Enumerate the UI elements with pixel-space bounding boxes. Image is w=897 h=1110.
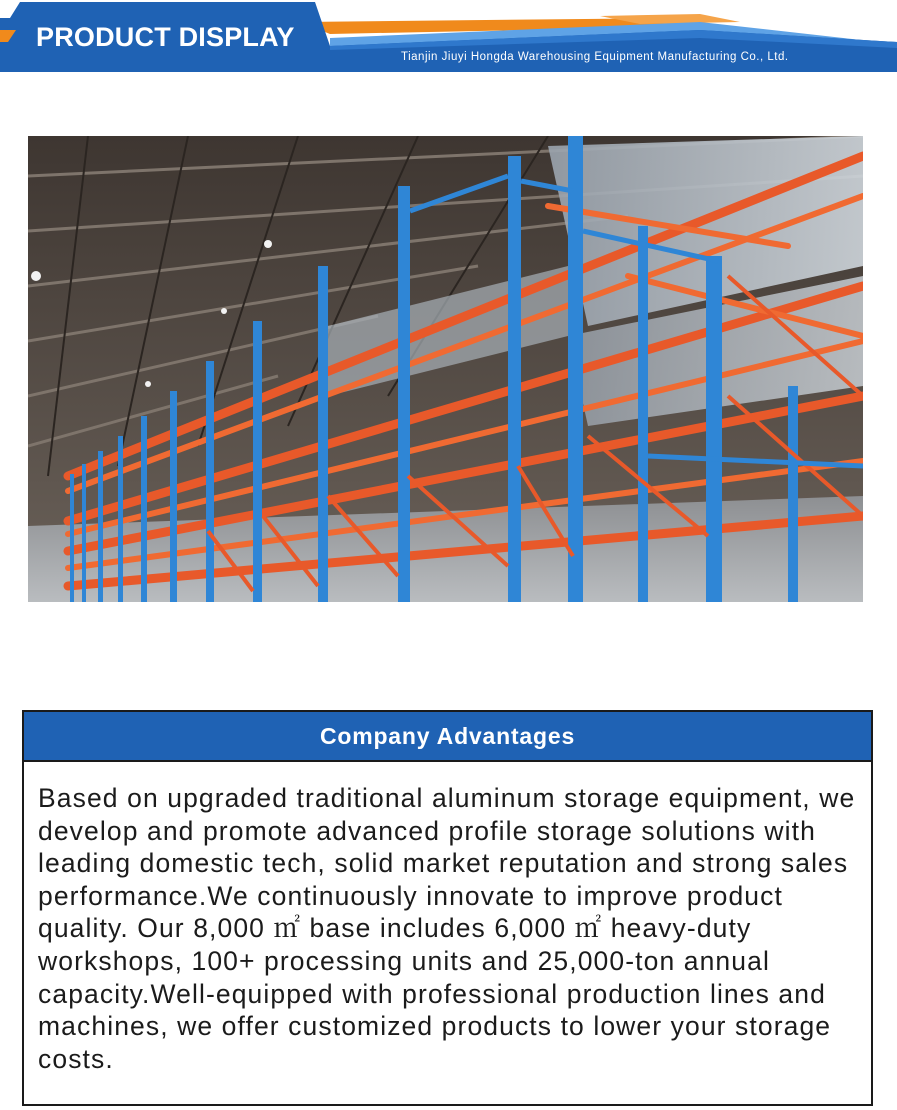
panel-title: Company Advantages bbox=[319, 722, 576, 749]
panel-header bbox=[24, 712, 871, 762]
panel-body bbox=[24, 762, 871, 1075]
company-advantages-panel bbox=[22, 710, 873, 1106]
header-banner bbox=[0, 0, 897, 72]
page-title: PRODUCT DISPLAY bbox=[36, 22, 295, 52]
advantages-text: Based on upgraded traditional aluminum storage equipment, we develop and promote advanced profile storage solutions with leading domestic tech, solid market reputation and strong sales performance.We continuously innovate to improve product quality. Our 8,000 ㎡ base includes 6,000 ㎡ heavy-duty workshops, 100+ processing units and 25,000-ton annual capacity.Well-equipped with professional production lines and machines, we offer customized products to lower your storage costs. bbox=[38, 783, 856, 1074]
warehouse-rack-illustration bbox=[28, 136, 863, 602]
product-image bbox=[28, 136, 863, 602]
company-name: Tianjin Jiuyi Hongda Warehousing Equipment Manufacturing Co., Ltd. bbox=[401, 51, 789, 63]
